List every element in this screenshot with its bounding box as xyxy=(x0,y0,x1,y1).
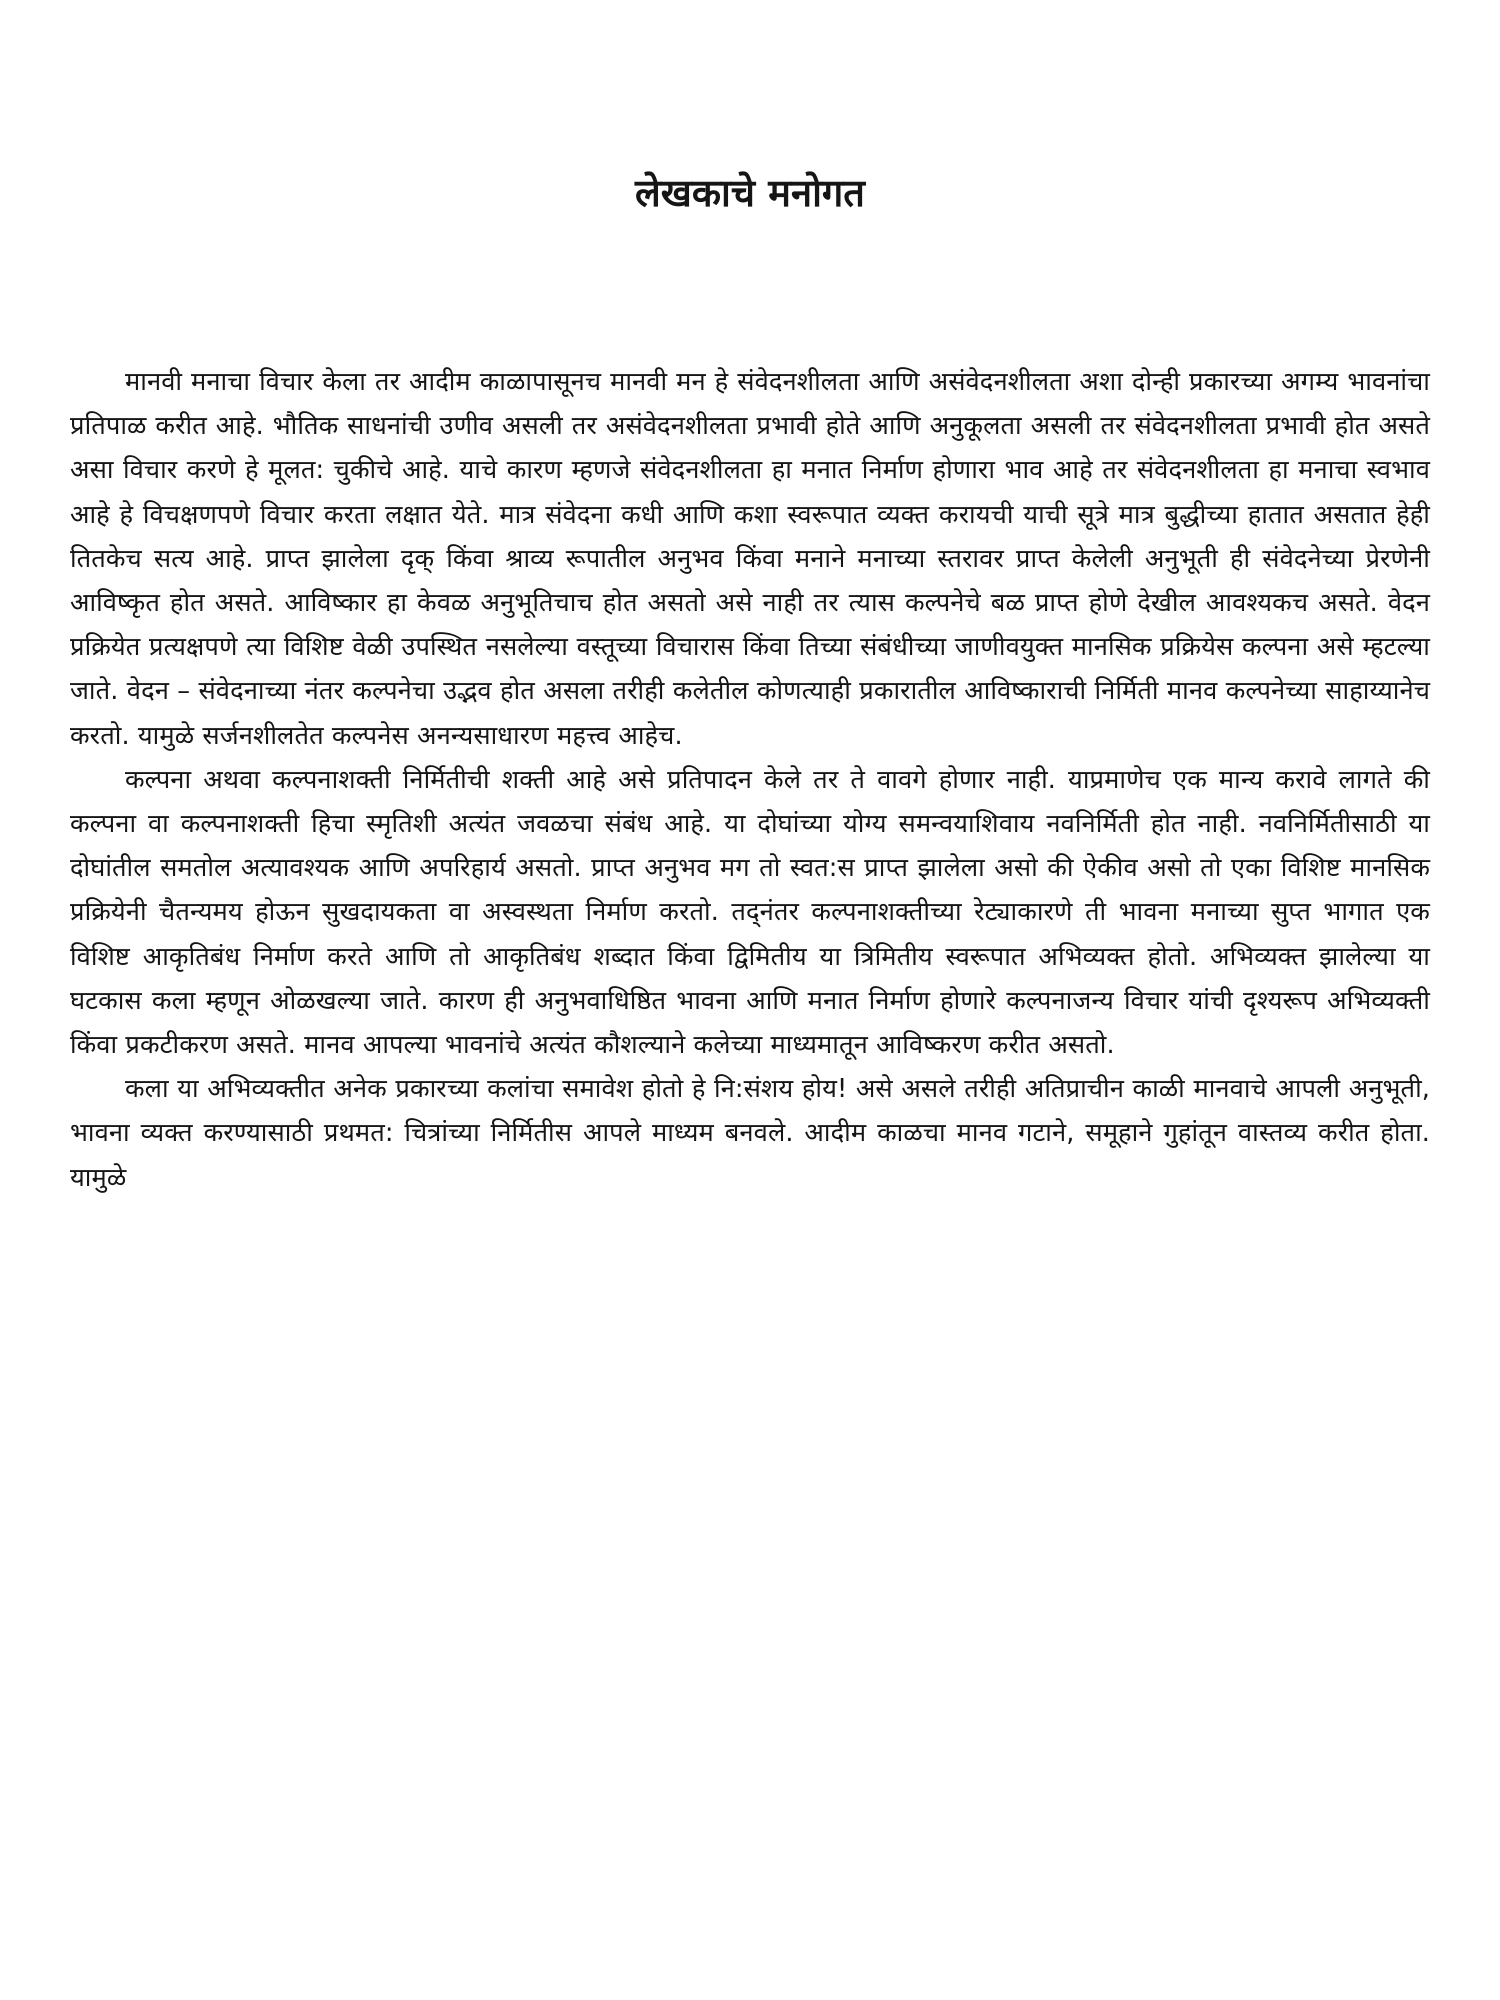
page-title: लेखकाचे मनोगत xyxy=(635,171,865,215)
paragraph-1: मानवी मनाचा विचार केला तर आदीम काळापासूनच मानवी मन हे संवेदनशीलता आणि असंवेदनशीलता अशा दोन्ही प्रकारच्या अगम्य भावनांचा प्रतिपाळ करीत आहे. भौतिक साधनांची उणीव असली तर असंवेदनशीलता प्रभावी होते आणि अनुकूलता असली तर संवेदनशीलता प्रभावी होत असते असा विचार करणे हे मूलत: चुकीचे आहे. याचे कारण म्हणजे संवेदनशीलता हा मनात निर्माण होणारा भाव आहे तर संवेदनशीलता हा मनाचा स्वभाव आहे हे विचक्षणपणे विचार करता लक्षात येते. मात्र संवेदना कधी आणि कशा स्वरूपात व्यक्त करायची याची सूत्रे मात्र बुद्धीच्या हातात असतात हेही तितकेच सत्य आहे. प्राप्त झालेला दृक् किंवा श्राव्य रूपातील अनुभव किंवा मनाने मनाच्या स्तरावर प्राप्त केलेली अनुभूती ही संवेदनेच्या प्रेरणेनी आविष्कृत होत असते. आविष्कार हा केवळ अनुभूतिचाच होत असतो असे नाही तर त्यास कल्पनेचे बळ प्राप्त होणे देखील आवश्यकच असते. वेदन प्रक्रियेत प्रत्यक्षपणे त्या विशिष्ट वेळी उपस्थित नसलेल्या वस्तूच्या विचारास किंवा तिच्या संबंधीच्या जाणीवयुक्त मानसिक प्रक्रियेस कल्पना असे म्हटल्या जाते. वेदन – संवेदनाच्या नंतर कल्पनेचा उद्भव होत असला तरीही कलेतील कोणत्याही प्रकारातील आविष्काराची निर्मिती मानव कल्पनेच्या साहाय्यानेच करतो. यामुळे सर्जनशीलतेत कल्पनेस अनन्यसाधारण महत्त्व आहेच. xyxy=(70,367,1430,751)
paragraph-2: कल्पना अथवा कल्पनाशक्ती निर्मितीची शक्ती आहे असे प्रतिपादन केले तर ते वावगे होणार नाही. याप्रमाणेच एक मान्य करावे लागते की कल्पना वा कल्पनाशक्ती हिचा स्मृतिशी अत्यंत जवळचा संबंध आहे. या दोघांच्या योग्य समन्वयाशिवाय नवनिर्मिती होत नाही. नवनिर्मितीसाठी या दोघांतील समतोल अत्यावश्यक आणि अपरिहार्य असतो. प्राप्त अनुभव मग तो स्वत:स प्राप्त झालेला असो की ऐकीव असो तो एका विशिष्ट मानसिक प्रक्रियेनी चैतन्यमय होऊन सुखदायकता वा अस्वस्थता निर्माण करतो. तद्नंतर कल्पनाशक्तीच्या रेट्याकारणे ती भावना मनाच्या सुप्त भागात एक विशिष्ट आकृतिबंध निर्माण करते आणि तो आकृतिबंध शब्दात किंवा द्विमितीय या त्रिमितीय स्वरूपात अभिव्यक्त होतो. अभिव्यक्त झालेल्या या घटकास कला म्हणून ओळखल्या जाते. कारण ही अनुभवाधिष्ठित भावना आणि मनात निर्माण होणारे कल्पनाजन्य विचार यांची दृश्यरूप अभिव्यक्ती किंवा प्रकटीकरण असते. मानव आपल्या भावनांचे अत्यंत कौशल्याने कलेच्या माध्यमातून आविष्करण करीत असतो. xyxy=(70,764,1430,1061)
body-text xyxy=(70,360,1430,1200)
paragraph-3: कला या अभिव्यक्तीत अनेक प्रकारच्या कलांचा समावेश होतो हे नि:संशय होय! असे असले तरीही अतिप्राचीन काळी मानवाचे आपली अनुभूती, भावना व्यक्त करण्यासाठी प्रथमत: चित्रांच्या निर्मितीस आपले माध्यम बनवले. आदीम काळचा मानव गटाने, समूहाने गुहांतून वास्तव्य करीत होता. यामुळे xyxy=(70,1074,1430,1193)
